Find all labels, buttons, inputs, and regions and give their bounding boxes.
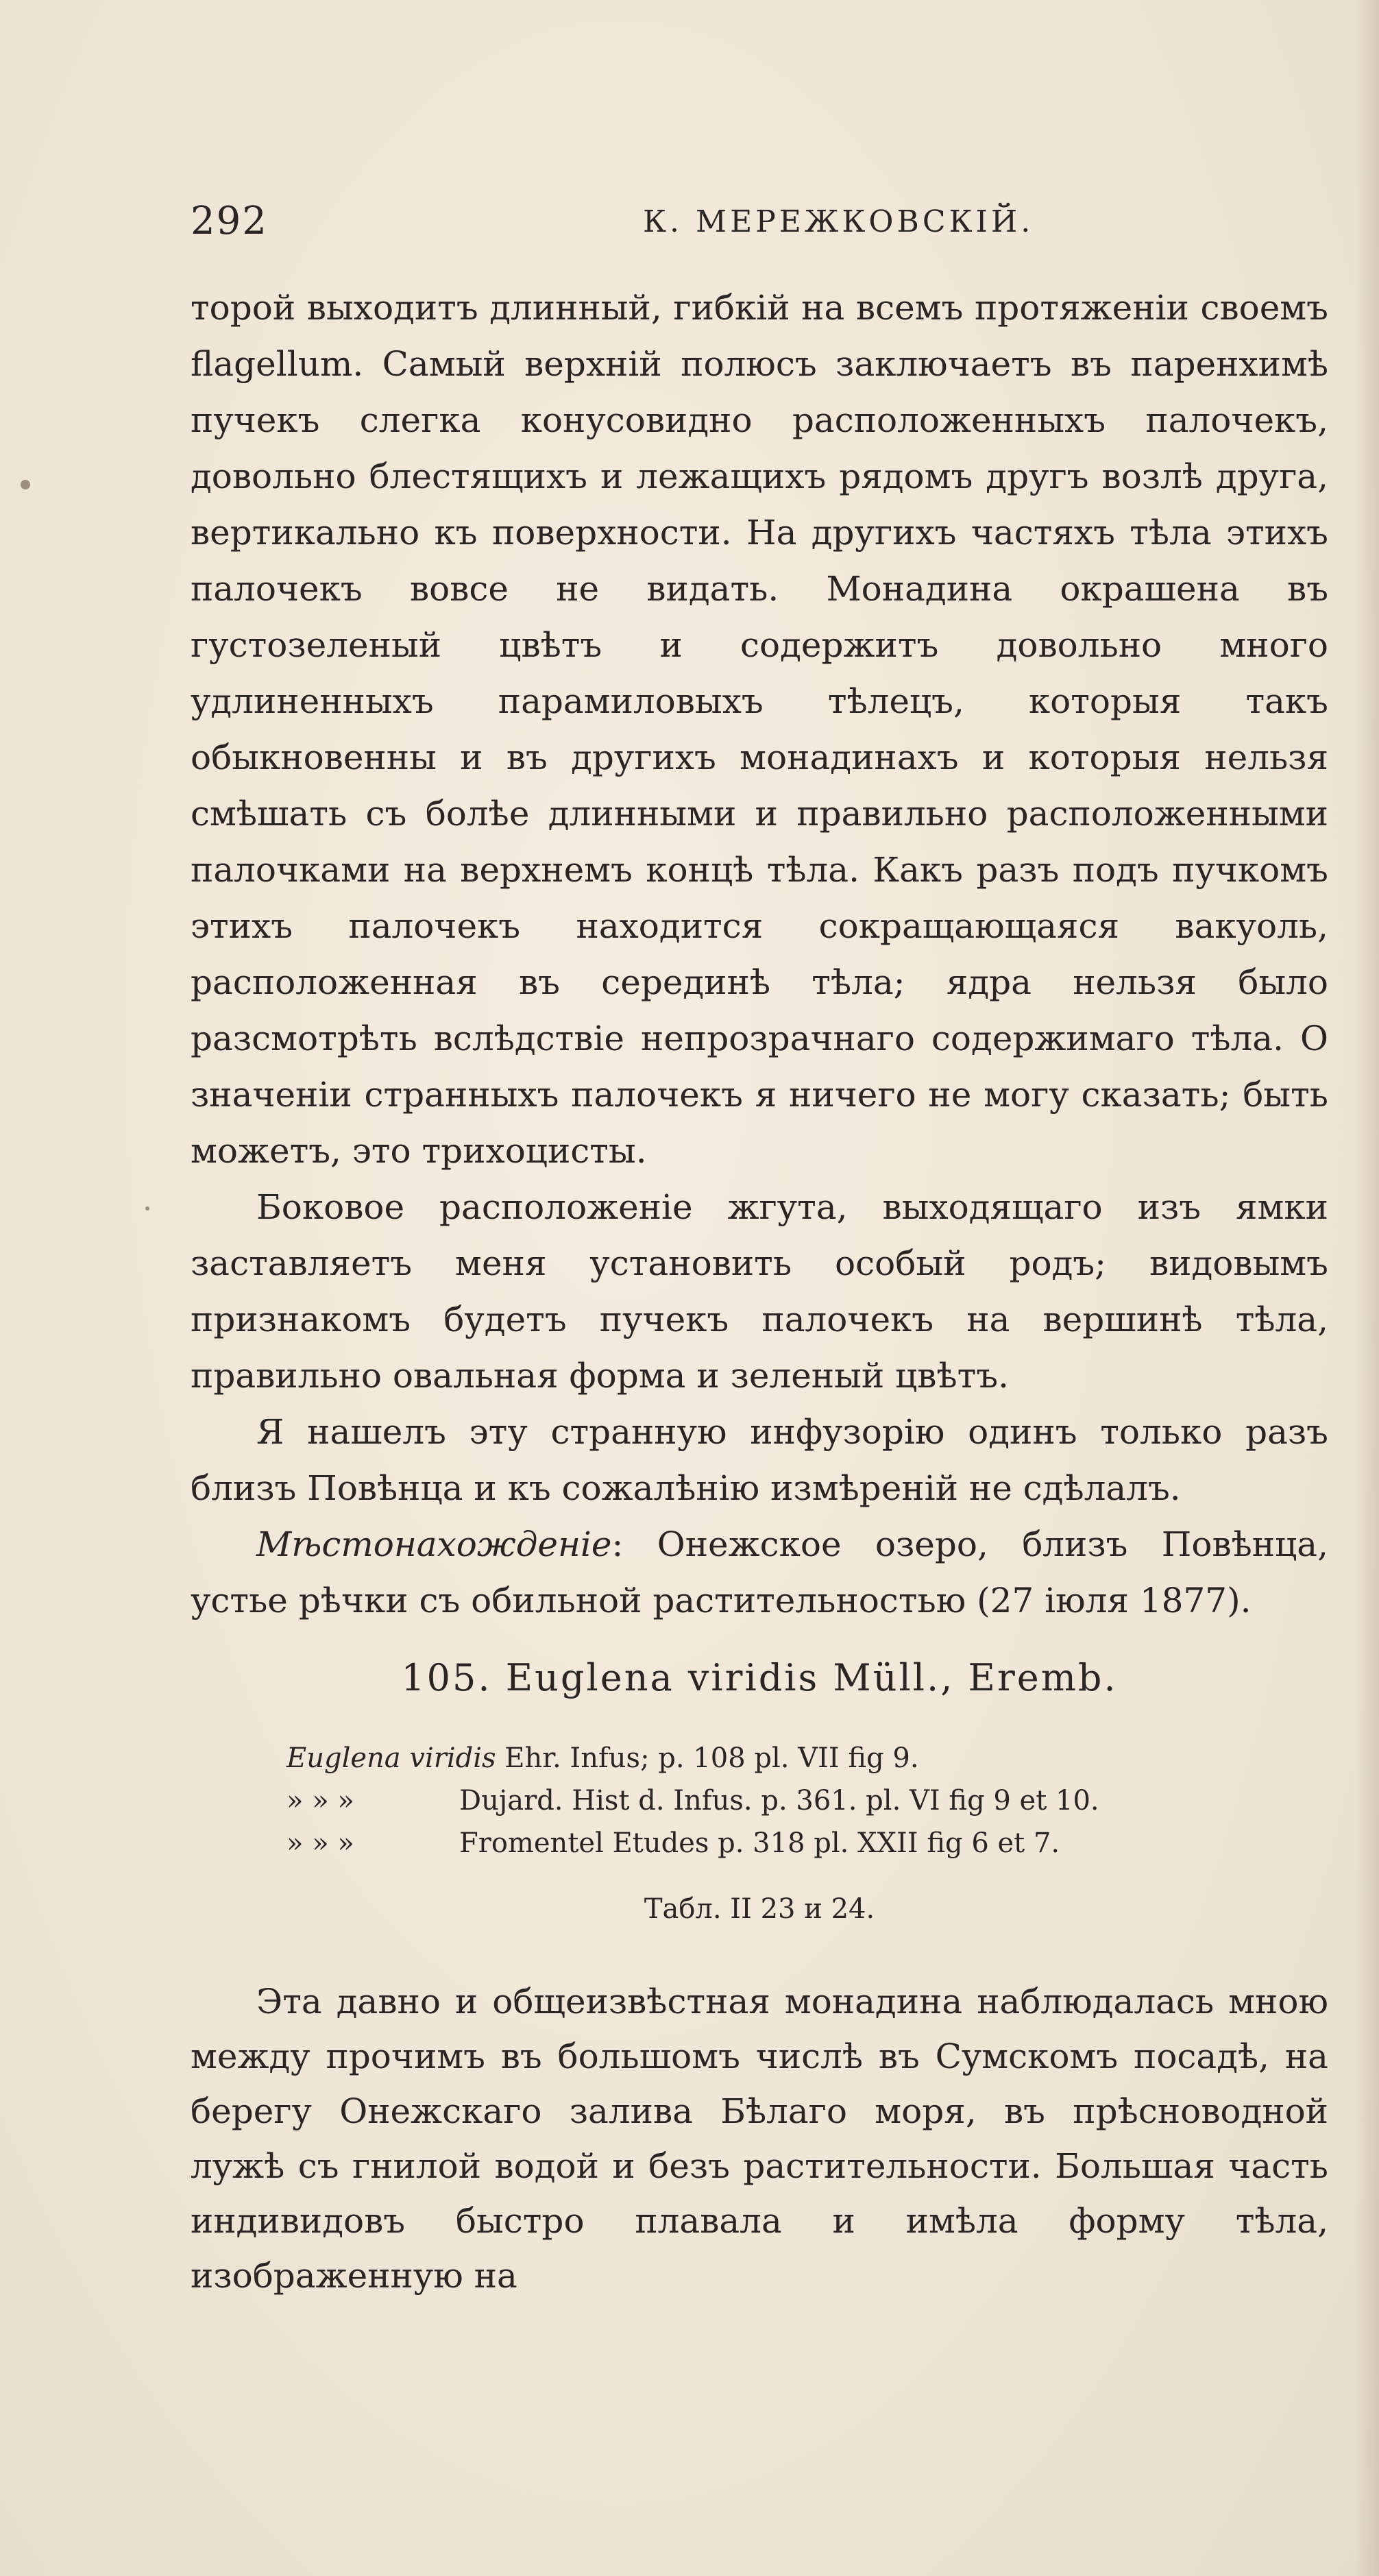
running-head: [191, 199, 1328, 254]
synonym-entry: [286, 1779, 1315, 1822]
synonym-reference: Fromentel Etudes p. 318 pl. XXII fig 6 et 7.: [459, 1827, 1060, 1859]
synonym-reference: Dujard. Hist d. Infus. p. 361. pl. VI fig 9 et 10.: [459, 1785, 1099, 1816]
paper-speck: [21, 480, 30, 489]
paragraph: Боковое расположеніе жгута, выходящаго изъ ямки заставляетъ меня установить особый родъ; видовымъ признакомъ будетъ пучекъ палочекъ на вершинѣ тѣла, правильно овальная форма и зеленый цвѣтъ.: [191, 1187, 1328, 1396]
paragraph: торой выходитъ длинный, гибкій на всемъ протяженіи своемъ flagellum. Самый верхній полюсъ заключаетъ въ паренхимѣ пучекъ слегка конусовидно расположенныхъ палочекъ, довольно блестящихъ и лежащихъ рядомъ другъ возлѣ друга, вертикально къ поверхности. На другихъ частяхъ тѣла этихъ палочекъ вовсе не видать. Монадина окрашена въ густозеленый цвѣтъ и содержитъ довольно много удлиненныхъ парамиловыхъ тѣлецъ, которыя такъ обыкновенны и въ другихъ монадинахъ и которыя нельзя смѣшать съ болѣе длинными и правильно расположенными палочками на верхнемъ концѣ тѣла. Какъ разъ подъ пучкомъ этихъ палочекъ находится сокращающаяся вакуоль, расположенная въ серединѣ тѣла; ядра нельзя было разсмотрѣть вслѣдствіе непрозрачнаго содержимаго тѣла. О значеніи странныхъ палочекъ я ничего не могу сказать; быть можетъ, это трихоцисты.: [191, 288, 1328, 1171]
habitat-text: : Онежское озеро, близъ Повѣнца, устье рѣчки съ обильной растительностью (27 іюля 1877).: [191, 1524, 1328, 1620]
paragraph: Эта давно и общеизвѣстная монадина наблюдалась мною между прочимъ въ большомъ числѣ въ Сумскомъ посадѣ, на берегу Онежскаго залива Бѣлаго моря, въ прѣсноводной лужѣ съ гнилой водой и безъ растительности. Большая часть индивидовъ быстро плавала и имѣла форму тѣла, изображенную на: [191, 1982, 1328, 2296]
synonym-reference: Ehr. Infus; p. 108 pl. VII fig 9.: [496, 1742, 919, 1774]
synonymy-list: [286, 1737, 1315, 1864]
ditto-marks: » » »: [286, 1785, 354, 1816]
synonym-entry: [286, 1737, 1315, 1779]
habitat-label: Мѣстонахожденіе: [256, 1524, 612, 1564]
closing-text: [191, 1974, 1328, 2303]
habitat-paragraph: [191, 1516, 1328, 1629]
synonym-genus: Euglena viridis: [286, 1742, 496, 1774]
paragraph: Я нашелъ эту странную инфузорію одинъ только разъ близъ Повѣнца и къ сожалѣнію измѣреній не сдѣлалъ.: [191, 1412, 1328, 1508]
paper-speck: [145, 1206, 149, 1211]
section-title: 105. Euglena viridis Müll., Eremb.: [401, 1656, 1118, 1699]
synonym-entry: [286, 1822, 1315, 1864]
page-number: 292: [191, 199, 268, 243]
main-text: [191, 280, 1328, 1629]
page-spine-shadow: [1354, 0, 1379, 2576]
plate-reference: Табл. II 23 и 24.: [644, 1893, 875, 1925]
ditto-marks: » » »: [286, 1827, 354, 1859]
running-head-author: К. МЕРЕЖКОВСКІЙ.: [643, 204, 1034, 239]
